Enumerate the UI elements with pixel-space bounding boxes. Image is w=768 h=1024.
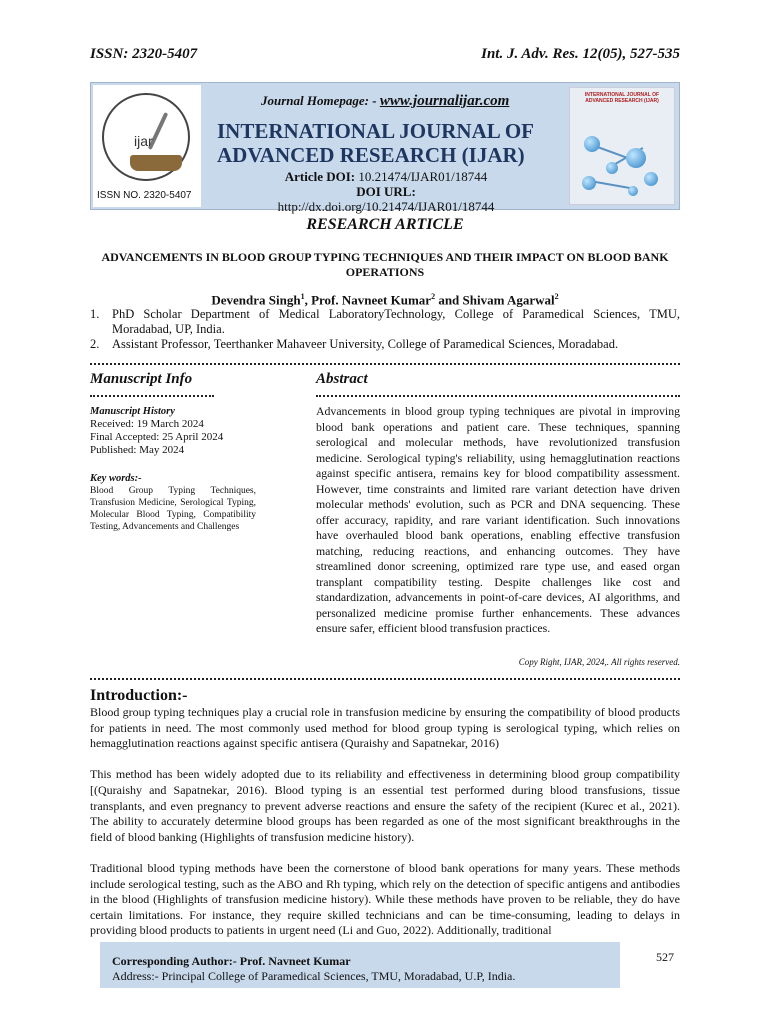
journal-title: [217, 119, 557, 167]
book-icon: [130, 155, 182, 171]
molecule-icon: [628, 186, 638, 196]
paragraph: This method has been widely adopted due to its reliability and effectiveness in determining blood group compatibility [(Quraishy and Sapatnekar, 2016). Blood typing is an essential test performed during blood transfusions, tissue transplants, and even pregnancy to prevent adverse reactions and ensure the safety of the recipient (Kurec et al., 2021). The ability to accurately determine blood groups has been regarded as one of the most significant breakthroughs in the field of blood banking (Highlights of transfusion medicine history).: [90, 767, 680, 844]
journal-title-line2: ADVANCED RESEARCH (IJAR): [217, 143, 525, 167]
author-affil-sup: 2: [431, 292, 436, 301]
accepted-date: Final Accepted: 25 April 2024: [90, 431, 224, 443]
article-title: ADVANCEMENTS IN BLOOD GROUP TYPING TECHNIQUES AND THEIR IMPACT ON BLOOD BANK OPERATIONS: [101, 250, 669, 279]
logo-issn: ISSN NO. 2320-5407: [97, 190, 192, 201]
doi-label: Article DOI:: [284, 169, 356, 184]
molecule-icon: [606, 162, 618, 174]
manuscript-history-heading: Manuscript History: [90, 406, 175, 417]
journal-title-line1: INTERNATIONAL JOURNAL OF: [217, 119, 534, 143]
abstract-heading: Abstract: [316, 371, 368, 387]
page-number: 527: [656, 950, 674, 964]
manuscript-history: [90, 405, 260, 457]
keywords-block: [90, 473, 256, 533]
dotted-divider: [90, 670, 680, 680]
molecule-icon: [644, 172, 658, 186]
molecule-icon: [582, 176, 596, 190]
author-separator: and: [435, 292, 463, 308]
dotted-divider: [90, 387, 214, 397]
journal-banner: [90, 82, 680, 214]
manuscript-info-heading: Manuscript Info: [90, 371, 193, 387]
paragraph: Traditional blood typing methods have been the cornerstone of blood bank operations for many years. These methods include serological testing, such as the ABO and Rh typing, which rely on the detection of specific antigens and antibodies in the blood (Highlights of transfusion medicine history). While these methods have proven to be reliable, they do have certain limitations. For instance, they require skilled technicians and can be time-consuming, leading to delays in providing blood products to patients in urgent need (Li and Guo, 2022). Additionally, traditional: [90, 860, 680, 938]
logo-circle-icon: [102, 93, 190, 181]
affiliation-item: [90, 307, 680, 337]
corresponding-author: Corresponding Author:- Prof. Navneet Kumar: [112, 954, 351, 968]
author-name: Devendra Singh: [211, 292, 301, 308]
corresponding-author-box: [100, 942, 620, 988]
affiliation-number: 1.: [90, 307, 100, 321]
author-affil-sup: 1: [300, 292, 305, 301]
introduction-body: [90, 705, 680, 955]
affiliation-text: Assistant Professor, Teerthanker Mahaveer University, College of Paramedical Sciences, Moradabad.: [112, 337, 619, 351]
author-name: Shivam Agarwal: [462, 292, 555, 308]
article-type: RESEARCH ARTICLE: [306, 216, 464, 233]
received-date: Received: 19 March 2024: [90, 418, 204, 430]
journal-cover-image: [569, 87, 675, 205]
journal-homepage: [261, 93, 509, 110]
homepage-label: Journal Homepage: -: [261, 93, 377, 108]
copyright-notice: Copy Right, IJAR, 2024,. All rights reserved.: [518, 657, 680, 667]
dotted-divider: [316, 387, 680, 397]
doi-url-label: DOI URL:: [356, 184, 416, 199]
doi-block: [251, 169, 521, 214]
affiliation-list: [90, 307, 680, 352]
issn-text: ISSN: 2320-5407: [90, 46, 198, 62]
published-date: Published: May 2024: [90, 444, 185, 456]
introduction-heading: Introduction:-: [90, 687, 188, 704]
author-address: Address:- Principal College of Paramedical Sciences, TMU, Moradabad, U.P, India.: [112, 969, 516, 983]
molecule-icon: [626, 148, 646, 168]
abstract-text: Advancements in blood group typing techniques are pivotal in improving blood bank operations and patient care. These techniques, spanning serological and molecular methods, have revolutionized transfusion medicine. Serological typing's reliability, using hemagglutination reactions against specific antisera, remains key for blood compatibility assessment. However, time constraints and limited rare variant detection have driven molecular methods' evolution, such as PCR and DNA sequencing. These offer accuracy, rapidity, and rare variant identification. Such innovations have overhauled blood bank operations, enabling effective transfusion matching, reducing reactions, and enhancing outcomes. They have streamlined donor screening, optimized rare type use, and eased organ transplant compatibility testing. Despite challenges like cost and standardization, advancements in point-of-care devices, AI algorithms, and personalized medicine promise further enhancements. These advances ensure safer, efficient blood transfusion practices.: [316, 404, 680, 635]
author-name: Prof. Navneet Kumar: [311, 292, 432, 308]
paragraph: Blood group typing techniques play a crucial role in transfusion medicine by ensuring the compatibility of blood products for patients in need. The most commonly used method for blood group typing is serological typing, which relies on hemagglutination reactions against specific antisera (Quraishy and Sapatnekar, 2016): [90, 705, 680, 751]
logo-text: ijar: [134, 133, 153, 149]
affiliation-text: PhD Scholar Department of Medical LaboratoryTechnology, College of Paramedical Sciences, TMU, Moradabad, UP, India.: [112, 307, 680, 336]
cover-heading: INTERNATIONAL JOURNAL OF ADVANCED RESEARCH (IJAR): [584, 92, 660, 104]
citation-text: Int. J. Adv. Res. 12(05), 527-535: [481, 46, 680, 62]
keywords-text: Blood Group Typing Techniques, Transfusion Medicine, Serological Typing, Molecular Blood Typing, Compatibility Testing, Advancements and Challenges: [90, 486, 256, 532]
doi-value: 10.21474/IJAR01/18744: [358, 169, 488, 184]
doi-url-link[interactable]: http://dx.doi.org/10.21474/IJAR01/18744: [277, 199, 495, 214]
affiliation-number: 2.: [90, 337, 100, 351]
homepage-link[interactable]: www.journalijar.com: [379, 93, 510, 109]
author-affil-sup: 2: [554, 292, 559, 301]
keywords-heading: Key words:-: [90, 473, 142, 484]
affiliation-item: [90, 337, 680, 352]
molecule-icon: [584, 136, 600, 152]
molecule-bond: [590, 180, 634, 190]
author-separator: ,: [304, 292, 312, 308]
running-header: [90, 46, 680, 64]
dotted-divider: [90, 355, 680, 365]
journal-logo: [93, 85, 201, 207]
author-list: [90, 292, 680, 308]
